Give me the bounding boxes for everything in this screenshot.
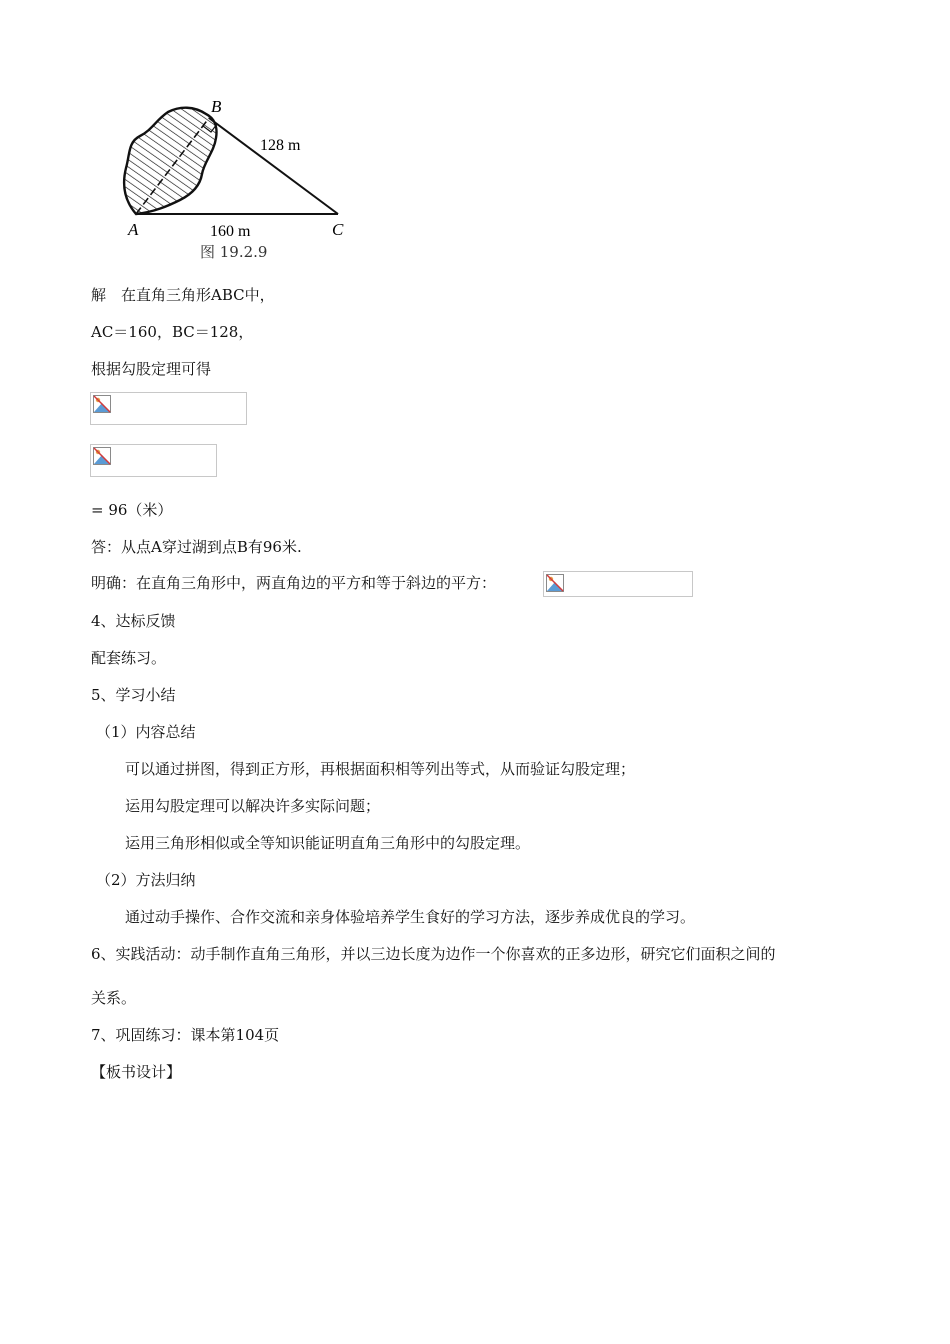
summary-item-3: 运用三角形相似或全等知识能证明直角三角形中的勾股定理。 xyxy=(125,834,531,852)
section-4-heading: 4、达标反馈 xyxy=(91,612,176,630)
method-item-1: 通过动手操作、合作交流和亲身体验培养学生食好的学习方法，逐步养成优良的学习。 xyxy=(125,908,696,926)
section-5-1-heading: （1）内容总结 xyxy=(96,723,196,741)
figure-caption: 图 19.2.9 xyxy=(200,243,268,261)
formula-image-2 xyxy=(90,444,217,477)
label-a: A xyxy=(128,220,139,239)
label-ac-length: 160 m xyxy=(210,223,251,240)
section-5-2-heading: （2）方法归纳 xyxy=(96,871,196,889)
label-b: B xyxy=(211,97,222,116)
formula-image-1 xyxy=(90,392,247,425)
section-7: 7、巩固练习：课本第104页 xyxy=(91,1026,280,1044)
summary-item-1: 可以通过拼图，得到正方形，再根据面积相等列出等式，从而验证勾股定理； xyxy=(125,760,636,778)
section-6-line-1: 6、实践活动：动手制作直角三角形，并以三边长度为边作一个你喜欢的正多边形，研究它们面积之间的 xyxy=(91,945,776,963)
line-bc xyxy=(209,118,338,214)
section-6-line-2: 关系。 xyxy=(91,989,137,1007)
given-values: AC＝160，BC＝128， xyxy=(91,323,254,341)
board-design-heading: 【板书设计】 xyxy=(91,1063,182,1081)
by-theorem: 根据勾股定理可得 xyxy=(91,360,212,378)
lake-shape xyxy=(124,108,216,214)
label-bc-length: 128 m xyxy=(260,137,301,154)
clarify-line: 明确：在直角三角形中，两直角边的平方和等于斜边的平方： xyxy=(91,574,497,592)
broken-image-icon xyxy=(93,395,111,413)
result-line: = 96（米） xyxy=(91,501,173,519)
summary-item-2: 运用勾股定理可以解决许多实际问题； xyxy=(125,797,381,815)
solution-intro: 解 在直角三角形ABC中， xyxy=(91,286,275,304)
section-4-body: 配套练习。 xyxy=(91,649,167,667)
broken-image-icon xyxy=(93,447,111,465)
answer-line: 答：从点A穿过湖到点B有96米. xyxy=(91,538,302,556)
broken-image-icon xyxy=(546,574,564,592)
label-c: C xyxy=(332,220,344,239)
section-5-heading: 5、学习小结 xyxy=(91,686,176,704)
formula-image-3 xyxy=(543,571,693,597)
